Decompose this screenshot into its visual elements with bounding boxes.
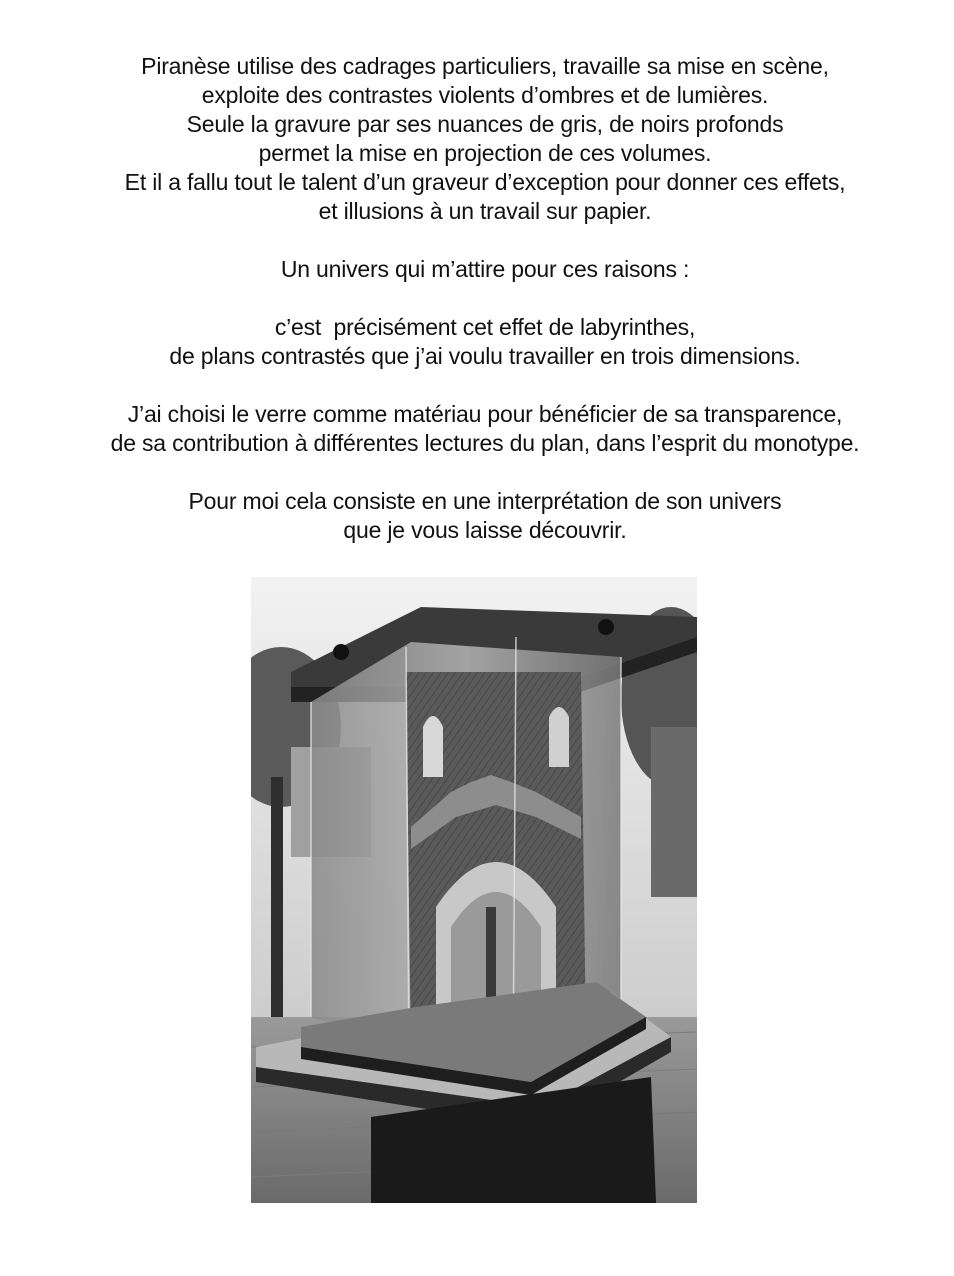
paragraph-univers: [0, 255, 954, 284]
sculpture-illustration: [251, 577, 697, 1203]
paragraph-conclusion: [0, 487, 954, 545]
text-line: Piranèse utilise des cadrages particuliers, travaille sa mise en scène,: [141, 53, 829, 79]
text-line: de sa contribution à différentes lectures du plan, dans l’esprit du monotype.: [110, 430, 860, 456]
text-line: Et il a fallu tout le talent d’un graveur d’exception pour donner ces effets,: [124, 169, 846, 195]
intro-text: [0, 52, 954, 545]
paragraph-verre: [0, 400, 954, 458]
text-line: et illusions à un travail sur papier.: [318, 198, 652, 224]
paragraph-labyrinthes: [0, 313, 954, 371]
text-line: exploite des contrastes violents d’ombres et de lumières.: [201, 82, 769, 108]
paragraph-piranese: [0, 52, 954, 226]
text-line: J’ai choisi le verre comme matériau pour bénéficier de sa transparence,: [127, 401, 843, 427]
text-line: Seule la gravure par ses nuances de gris, de noirs profonds: [186, 111, 784, 137]
text-line: permet la mise en projection de ces volumes.: [258, 140, 712, 166]
glass-sculpture-photo: [251, 577, 697, 1203]
text-line: c’est précisément cet effet de labyrinthes,: [274, 314, 696, 340]
text-line: de plans contrastés que j’ai voulu travailler en trois dimensions.: [169, 343, 801, 369]
text-line: Pour moi cela consiste en une interprétation de son univers: [188, 488, 782, 514]
text-line: Un univers qui m’attire pour ces raisons :: [280, 256, 690, 282]
text-line: que je vous laisse découvrir.: [343, 517, 627, 543]
